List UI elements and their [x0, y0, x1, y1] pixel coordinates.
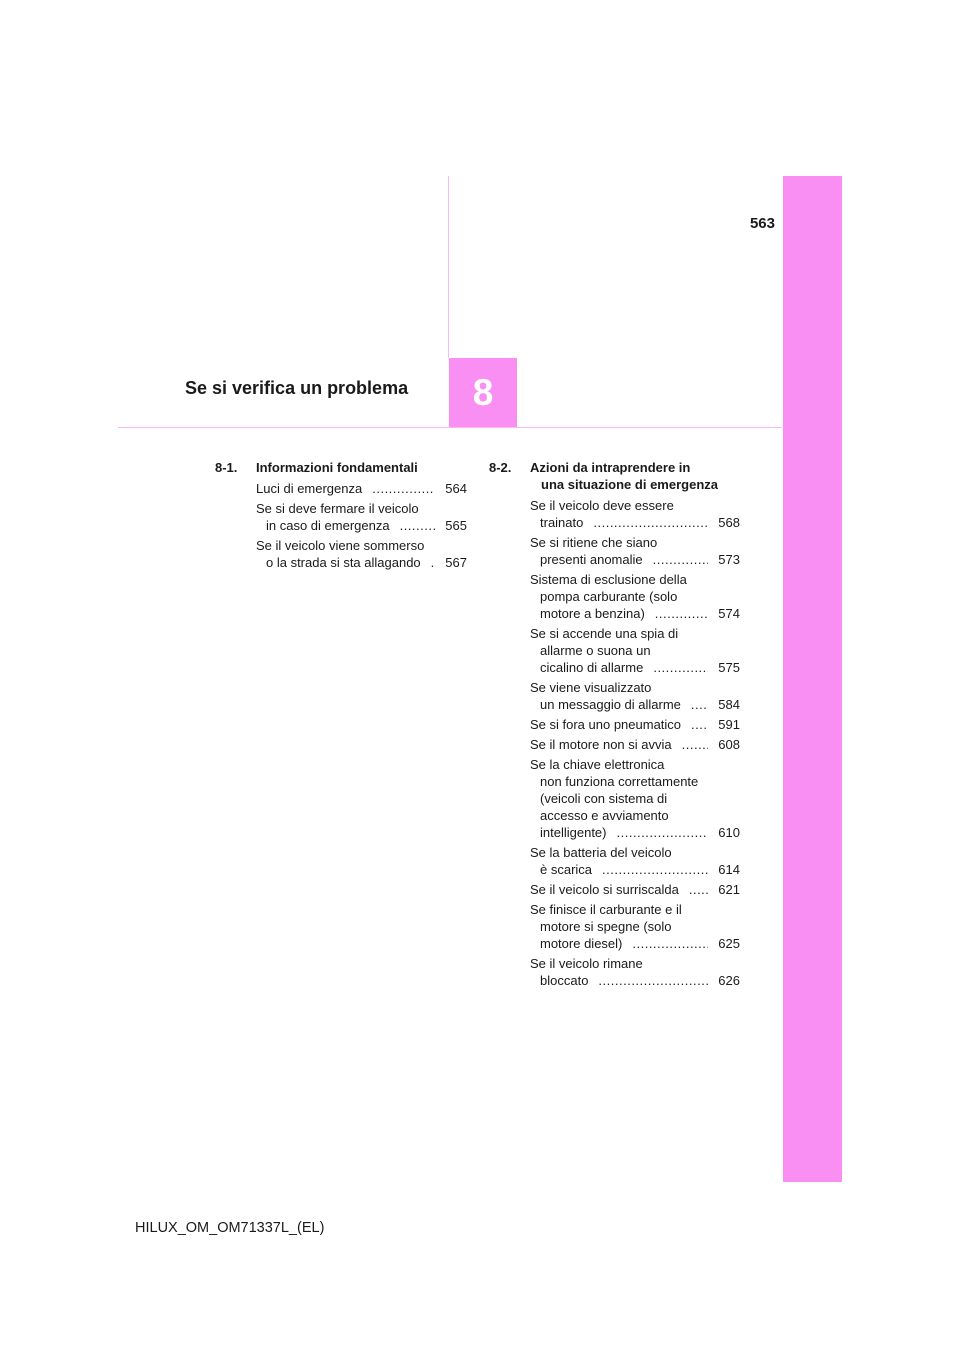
toc-entry-last-line — [530, 736, 740, 753]
section-title — [256, 459, 467, 476]
toc-page-ref: 573 — [718, 552, 740, 567]
toc-entry-link[interactable] — [530, 571, 740, 622]
toc-entry-last-line — [256, 554, 467, 571]
toc-page-ref: 575 — [718, 660, 740, 675]
toc-entry-last-line — [530, 824, 740, 841]
toc-entry-link[interactable] — [530, 625, 740, 676]
toc-entry-line: allarme o suona un — [540, 643, 651, 658]
toc-column-left — [215, 459, 467, 574]
toc-entry-line: Sistema di esclusione della — [530, 572, 687, 587]
toc-entry-line: Se il veicolo rimane — [530, 956, 643, 971]
section-title-line: Azioni da intraprendere in — [530, 460, 691, 475]
dot-leader — [643, 551, 709, 568]
toc-entry-line: un messaggio di allarme — [540, 697, 681, 712]
toc-entry-line: Se viene visualizzato — [530, 680, 652, 695]
toc-page-ref: 614 — [718, 862, 740, 877]
toc-entry-link[interactable] — [530, 844, 740, 878]
toc-entry-link[interactable] — [530, 679, 740, 713]
toc-entry-line: non funziona correttamente — [540, 774, 699, 789]
toc-entry-line: Se il motore non si avvia — [530, 737, 672, 752]
toc-page-ref: 625 — [718, 936, 740, 951]
dot-leader — [672, 736, 709, 753]
dot-leader — [588, 972, 708, 989]
toc-entry-line: pompa carburante (solo — [540, 589, 678, 604]
dot-leader — [645, 605, 709, 622]
section-title — [530, 459, 740, 493]
toc-entry-line: accesso e avviamento — [540, 808, 669, 823]
toc-page-ref: 608 — [718, 737, 740, 752]
toc-entry-line: presenti anomalie — [540, 552, 643, 567]
toc-entry-link[interactable] — [530, 736, 740, 753]
toc-entry-last-line — [530, 514, 740, 531]
dot-leader — [362, 480, 435, 497]
page-number: 563 — [749, 215, 775, 232]
dot-leader — [679, 881, 708, 898]
dot-leader — [681, 716, 708, 733]
toc-entry-link[interactable] — [530, 881, 740, 898]
toc-entry-line: Se il veicolo deve essere — [530, 498, 674, 513]
vertical-rule — [448, 176, 449, 358]
toc-entry-last-line — [530, 551, 740, 568]
toc-entry-line: cicalino di allarme — [540, 660, 644, 675]
toc-entry-line: bloccato — [540, 973, 589, 988]
toc-entry-line: motore si spegne (solo — [540, 919, 672, 934]
toc-entry-line: Se si deve fermare il veicolo — [256, 501, 419, 516]
toc-entry-last-line — [530, 659, 740, 676]
dot-leader — [592, 861, 708, 878]
dot-leader — [583, 514, 708, 531]
toc-entry-line: Se il veicolo viene sommerso — [256, 538, 425, 553]
document-code-footer: HILUX_OM_OM71337L_(EL) — [135, 1220, 325, 1236]
toc-entry-line: Se la chiave elettronica — [530, 757, 665, 772]
toc-entry-last-line — [530, 881, 740, 898]
toc-entry-line: Se la batteria del veicolo — [530, 845, 672, 860]
toc-entry-link[interactable] — [530, 534, 740, 568]
toc-entry-last-line — [530, 861, 740, 878]
toc-page-ref: 584 — [718, 697, 740, 712]
toc-entry-link[interactable] — [256, 480, 467, 497]
toc-entry-link[interactable] — [530, 955, 740, 989]
toc-entry-link[interactable] — [530, 497, 740, 531]
toc-entry-line: intelligente) — [540, 825, 607, 840]
toc-page-ref: 574 — [718, 606, 740, 621]
toc-section-heading — [215, 459, 467, 476]
toc-entry-link[interactable] — [256, 537, 467, 571]
chapter-title: Se si verifica un problema — [185, 378, 409, 398]
toc-entry-last-line — [530, 605, 740, 622]
toc-page-ref: 621 — [718, 882, 740, 897]
toc-entry-last-line — [530, 972, 740, 989]
toc-entry-link[interactable] — [256, 500, 467, 534]
section-number: 8-2. — [489, 460, 512, 475]
section-number: 8-1. — [215, 460, 238, 475]
toc-entry-last-line — [256, 480, 467, 497]
toc-entry-line: trainato — [540, 515, 584, 530]
section-title-line: una situazione di emergenza — [541, 477, 718, 492]
toc-entry-line: in caso di emergenza — [266, 518, 390, 533]
section-title-line: Informazioni fondamentali — [256, 460, 418, 475]
toc-entry-line: è scarica — [540, 862, 593, 877]
toc-entry-line: Se finisce il carburante e il — [530, 902, 682, 917]
toc-entry-last-line — [530, 935, 740, 952]
toc-page-ref: 568 — [718, 515, 740, 530]
dot-leader — [681, 696, 708, 713]
dot-leader — [622, 935, 708, 952]
toc-page-ref: 610 — [718, 825, 740, 840]
toc-entry-last-line — [530, 696, 740, 713]
toc-entry-line: (veicoli con sistema di — [540, 791, 668, 806]
toc-entry-line: Luci di emergenza — [256, 481, 363, 496]
toc-entry-line: Se si fora uno pneumatico — [530, 717, 682, 732]
toc-entry-last-line — [530, 716, 740, 733]
dot-leader — [421, 554, 436, 571]
toc-page-ref: 564 — [445, 481, 467, 496]
horizontal-rule — [118, 427, 782, 428]
chapter-side-tab — [783, 176, 842, 1182]
dot-leader — [607, 824, 709, 841]
toc-section-heading — [489, 459, 740, 493]
chapter-number-box: 8 — [449, 358, 517, 427]
toc-entry-link[interactable] — [530, 756, 740, 841]
toc-entry-link[interactable] — [530, 901, 740, 952]
dot-leader — [643, 659, 708, 676]
toc-page-ref: 565 — [445, 518, 467, 533]
toc-entry-line: motore a benzina) — [540, 606, 645, 621]
toc-entry-line: motore diesel) — [540, 936, 623, 951]
toc-page-ref: 567 — [445, 555, 467, 570]
toc-page-ref: 591 — [718, 717, 740, 732]
toc-page-ref: 626 — [718, 973, 740, 988]
toc-entry-line: Se si accende una spia di — [530, 626, 679, 641]
toc-entry-line: o la strada si sta allagando — [266, 555, 421, 570]
toc-entry-line: Se il veicolo si surriscalda — [530, 882, 679, 897]
toc-entry-line: Se si ritiene che siano — [530, 535, 658, 550]
toc-column-right — [489, 459, 740, 992]
toc-entry-last-line — [256, 517, 467, 534]
dot-leader — [390, 517, 436, 534]
toc-entry-link[interactable] — [530, 716, 740, 733]
